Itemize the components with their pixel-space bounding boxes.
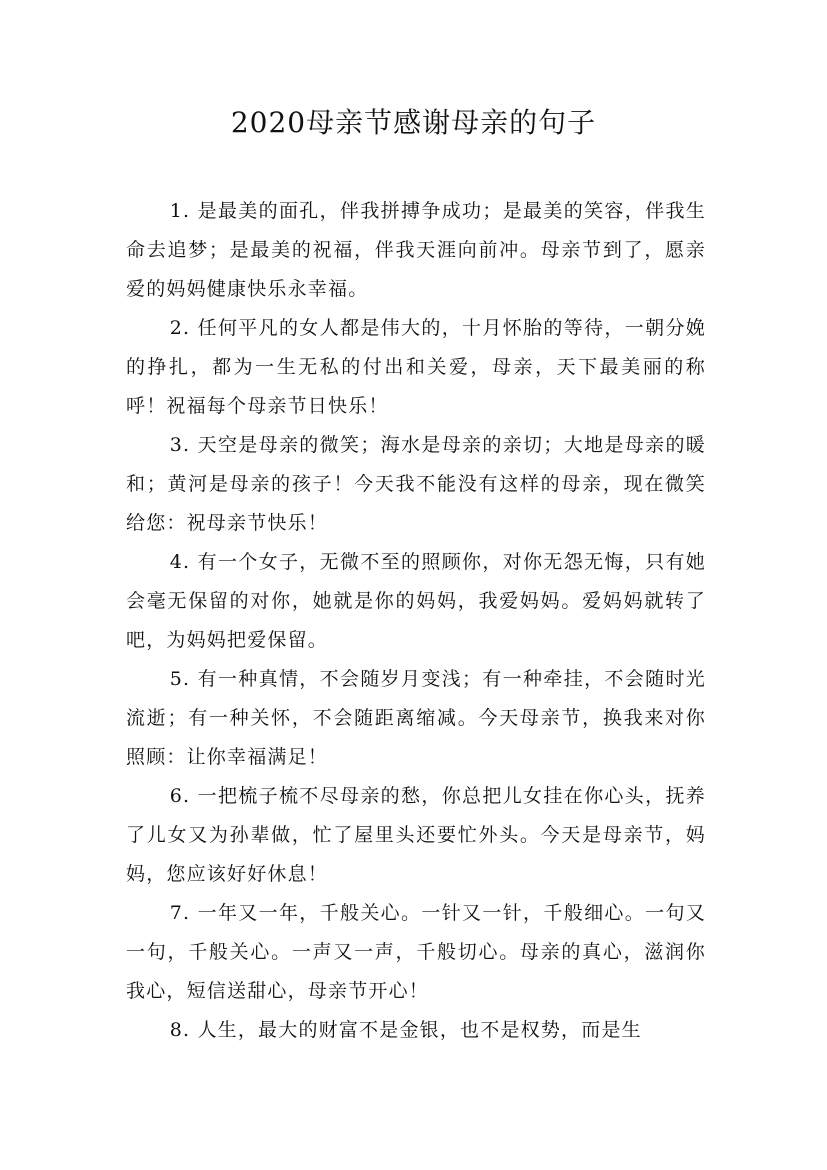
paragraph-2: 2. 任何平凡的女人都是伟大的，十月怀胎的等待，一朝分娩的挣扎，都为一生无私的付出和关爱，母亲，天下最美丽的称呼！祝福每个母亲节日快乐！ (126, 317, 706, 417)
paragraph-6: 6. 一把梳子梳不尽母亲的愁，你总把儿女挂在你心头，抚养了儿女又为孙辈做，忙了屋里头还要忙外头。今天是母亲节，妈妈，您应该好好休息！ (126, 785, 706, 885)
paragraph-4: 4. 有一个女子，无微不至的照顾你，对你无怨无悔，只有她会毫无保留的对你，她就是你的妈妈，我爱妈妈。爱妈妈就转了吧，为妈妈把爱保留。 (126, 551, 706, 651)
document-body (126, 192, 706, 1050)
paragraph-3: 3. 天空是母亲的微笑；海水是母亲的亲切；大地是母亲的暖和；黄河是母亲的孩子！今天我不能没有这样的母亲，现在微笑给您：祝母亲节快乐！ (126, 434, 706, 534)
paragraph-5: 5. 有一种真情，不会随岁月变浅；有一种牵挂，不会随时光流逝；有一种关怀，不会随距离缩减。今天母亲节，换我来对你照顾：让你幸福满足！ (126, 668, 706, 768)
paragraph-8: 8. 人生，最大的财富不是金银，也不是权势，而是生 (169, 1019, 642, 1041)
page-title: 2020母亲节感谢母亲的句子 (230, 106, 597, 139)
paragraph-1: 1. 是最美的面孔，伴我拼搏争成功；是最美的笑容，伴我生命去追梦；是最美的祝福，伴我天涯向前冲。母亲节到了，愿亲爱的妈妈健康快乐永幸福。 (126, 200, 706, 300)
paragraph-7: 7. 一年又一年，千般关心。一针又一针，千般细心。一句又一句，千般关心。一声又一声，千般切心。母亲的真心，滋润你我心，短信送甜心，母亲节开心！ (126, 902, 706, 1002)
